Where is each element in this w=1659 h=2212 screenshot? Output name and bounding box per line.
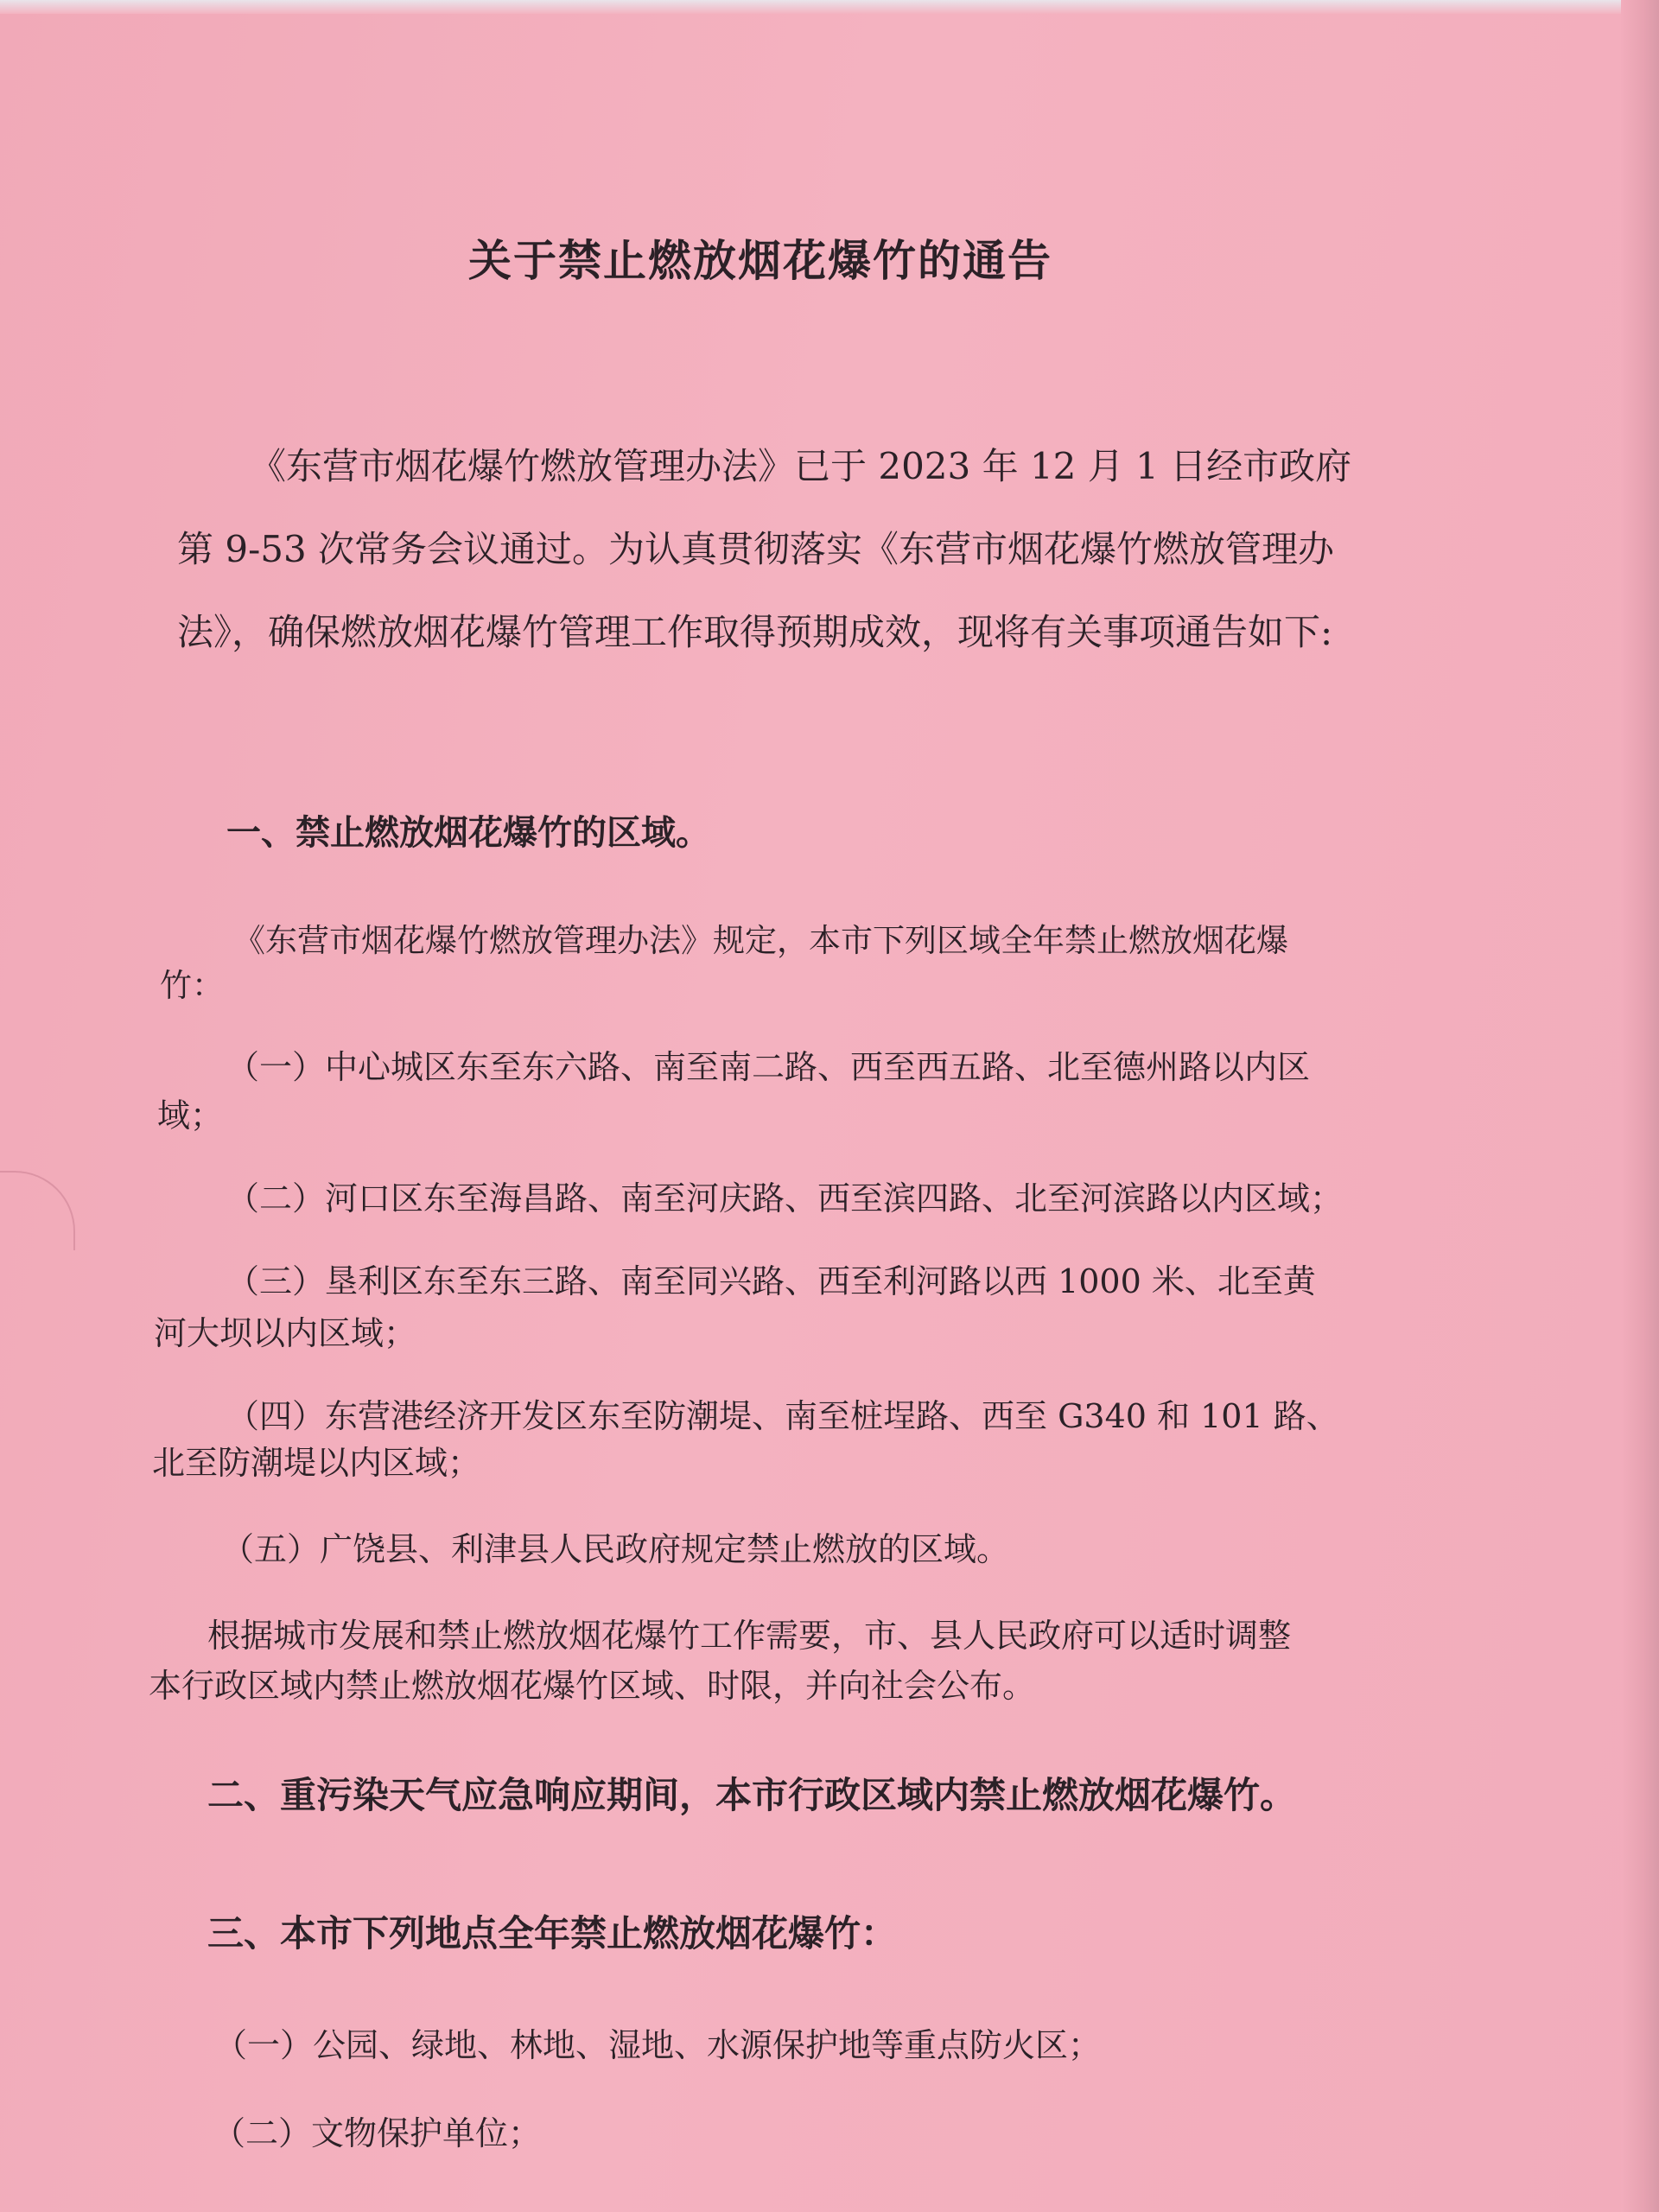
section1-item-1-line2: 域；	[157, 1096, 224, 1135]
intro-paragraph: 《东营市烟花爆竹燃放管理办法》已于 2023 年 12 月 1 日经市政府第 9-53 次常务会议通过。为认真贯彻落实《东营市烟花爆竹燃放管理办法》，确保燃放烟花爆竹管理工作取得预期成效，现将有关事项通告如下:	[177, 445, 1352, 653]
section1-item-4-line1: （四）东营港经济开发区东至防潮堤、南至桩埕路、西至 G340 和 101 路、	[226, 1397, 1339, 1435]
section1-item-1-line1: （一）中心城区东至东六路、南至南二路、西至西五路、北至德州路以内区	[226, 1048, 1311, 1086]
section1-closing-line1: 根据城市发展和禁止燃放烟花爆竹工作需要，市、县人民政府可以适时调整	[207, 1617, 1292, 1655]
section2-heading: 二、重污染天气应急响应期间，本市行政区域内禁止燃放烟花爆竹。	[207, 1774, 1297, 1816]
section3-item-2: （二）文物保护单位；	[213, 2114, 542, 2152]
section1-item-3-line2: 河大坝以内区域；	[154, 1314, 417, 1352]
section1-heading: 一、禁止燃放烟花爆竹的区域。	[226, 813, 710, 853]
section1-item-3-line1: （三）垦利区东至东三路、南至同兴路、西至利河路以西 1000 米、北至黄	[226, 1262, 1316, 1300]
section3-heading: 三、本市下列地点全年禁止燃放烟花爆竹：	[207, 1912, 898, 1955]
section1-item-2-line1: （二）河口区东至海昌路、南至河庆路、西至滨四路、北至河滨路以内区域；	[226, 1179, 1344, 1217]
section1-lead-line2: 竹：	[160, 967, 224, 1004]
section1-lead-line1: 《东营市烟花爆竹燃放管理办法》规定，本市下列区域全年禁止燃放烟花爆	[233, 922, 1288, 959]
section3-item-1: （一）公园、绿地、林地、湿地、水源保护地等重点防火区；	[214, 2026, 1102, 2064]
section1-closing-line2: 本行政区域内禁止燃放烟花爆竹区域、时限，并向社会公布。	[149, 1667, 1036, 1705]
section1-item-4-line2: 北至防潮堤以内区域；	[152, 1444, 481, 1482]
notice-title: 关于禁止燃放烟花爆竹的通告	[468, 236, 1052, 286]
section1-item-5-line1: （五）广饶县、利津县人民政府规定禁止燃放的区域。	[221, 1530, 1010, 1568]
